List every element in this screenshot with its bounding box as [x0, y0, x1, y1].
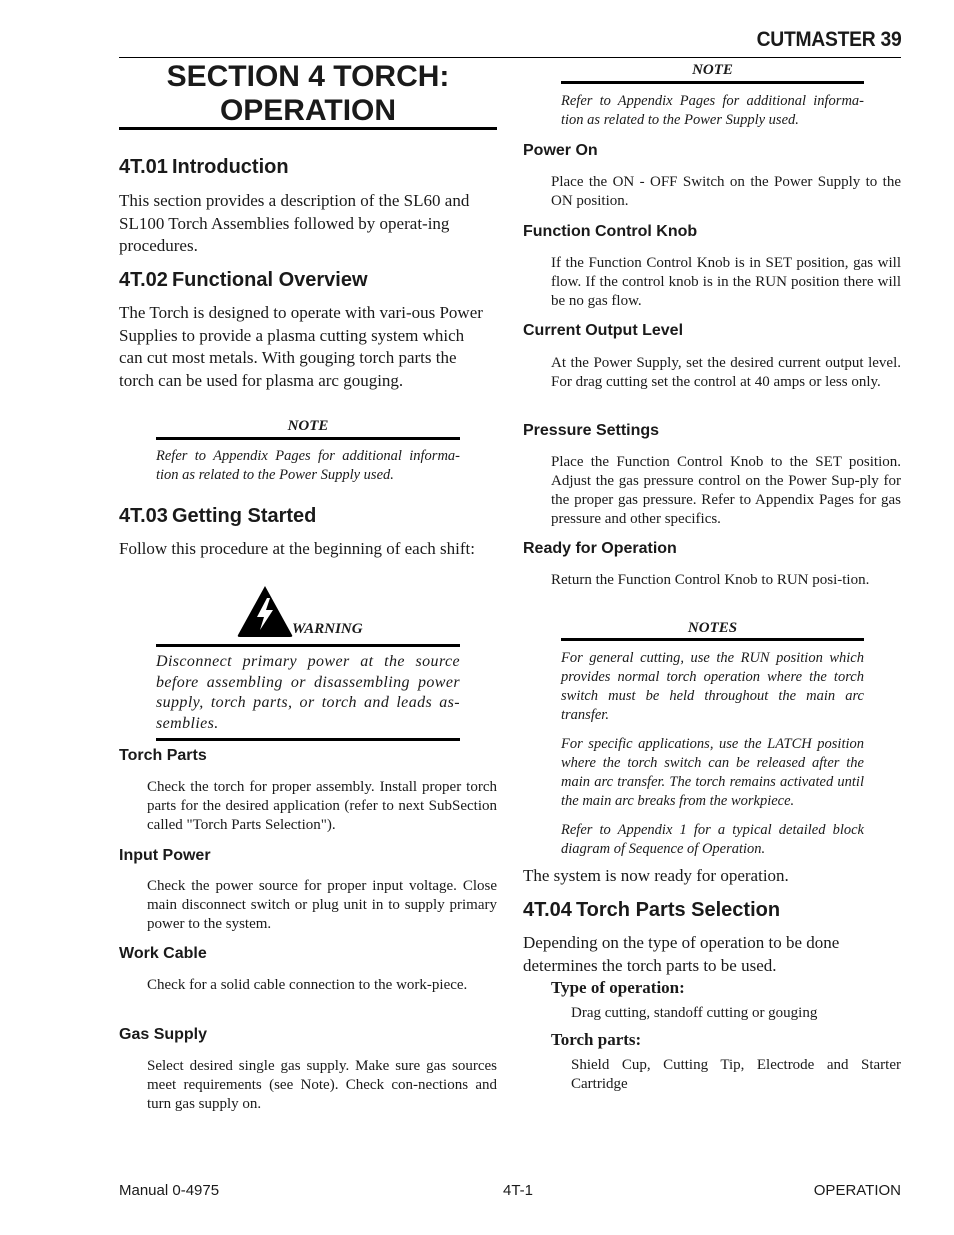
heading-function-control-knob: Function Control Knob — [523, 223, 698, 240]
notes-rule — [561, 638, 864, 641]
footer-section-name: OPERATION — [813, 1182, 901, 1199]
work-cable-text: Check for a solid cable connection to the work-piece. — [147, 977, 468, 993]
heading-current-output-level: Current Output Level — [523, 322, 684, 339]
ready-for-operation-text: Return the Function Control Knob to RUN posi-tion. — [551, 572, 870, 588]
heading-torch-parts-selection — [523, 898, 780, 922]
note-rule — [156, 437, 460, 440]
notes-paragraph-2: For specific applications, use the LATCH position where the torch switch can be released after the main arc transfer. The torch remains activated until the main arc breaks from the workpiece. — [561, 736, 864, 809]
heading-number: 4T.04 — [523, 899, 572, 921]
product-name: CUTMASTER 39 — [756, 28, 901, 51]
torch-parts-text: Check the torch for proper assembly. Install proper torch parts for the desired application (refer to next SubSection called "Torch Parts Selection"). — [147, 779, 497, 833]
getting-started-text: Follow this procedure at the beginning of each shift: — [119, 539, 475, 558]
notes-title: NOTES — [687, 620, 738, 636]
introduction-text: This section provides a description of the SL60 and SL100 Torch Assemblies followed by operat-ing procedures. — [119, 191, 470, 255]
pressure-settings-text: Place the Function Control Knob to the SET position. Adjust the gas pressure control on the Power Sup-ply for the proper gas pressure. Refer to Appendix Pages for gas pressure and other specifics. — [551, 454, 901, 527]
note-text: Refer to Appendix Pages for additional informa-tion as related to the Power Supply used. — [156, 448, 460, 483]
heading-power-on: Power On — [523, 142, 598, 159]
note-text: Refer to Appendix Pages for additional informa-tion as related to the Power Supply used. — [561, 93, 864, 128]
header-rule — [119, 57, 901, 58]
heading-gas-supply: Gas Supply — [119, 1026, 208, 1043]
note-title: NOTE — [287, 418, 329, 434]
heading-text: Getting Started — [171, 505, 317, 527]
footer-manual-number: Manual 0-4975 — [119, 1182, 220, 1199]
heading-pressure-settings: Pressure Settings — [523, 422, 660, 439]
function-control-knob-text: If the Function Control Knob is in SET position, gas will flow. If the control knob is in the RUN position there will be no gas flow. — [551, 255, 901, 309]
current-output-level-text: At the Power Supply, set the desired current output level. For drag cutting set the control at 40 amps or less only. — [551, 355, 901, 390]
power-on-text: Place the ON - OFF Switch on the Power Supply to the ON position. — [551, 174, 901, 209]
torch-parts-selection-text: Depending on the type of operation to be done determines the torch parts to be used. — [523, 933, 840, 975]
section-title: SECTION 4 TORCH: OPERATION — [166, 60, 450, 127]
warning-top-rule — [156, 644, 460, 647]
heading-number: 4T.03 — [119, 505, 168, 527]
heading-text: Torch Parts Selection — [575, 899, 781, 921]
heading-number: 4T.02 — [119, 269, 168, 291]
warning-bottom-rule — [156, 738, 460, 741]
torch-parts-value: Shield Cup, Cutting Tip, Electrode and Starter Cartridge — [571, 1057, 901, 1092]
heading-text: Introduction — [171, 156, 289, 178]
heading-number: 4T.01 — [119, 156, 168, 178]
note-title: NOTE — [692, 62, 733, 78]
notes-paragraph-1: For general cutting, use the RUN position which provides normal torch operation where the torch switch must be held throughout the main arc transfer. — [561, 650, 864, 723]
warning-text: Disconnect primary power at the source before assembling or disassembling power supply, torch parts, or torch and leads as-semblies. — [156, 653, 460, 732]
footer-page-number: 4T-1 — [503, 1182, 534, 1199]
high-voltage-warning-icon — [236, 584, 294, 638]
functional-overview-text: The Torch is designed to operate with vari-ous Power Supplies to provide a plasma cutting system which can cut most metals. With gouging torch parts the torch can be used for plasma arc gouging. — [119, 303, 483, 390]
section-title-rule — [119, 127, 497, 130]
heading-functional-overview — [119, 268, 368, 292]
gas-supply-text: Select desired single gas supply. Make sure gas sources meet requirements (see Note). Check con-nections and turn gas supply on. — [147, 1058, 497, 1112]
heading-text: Functional Overview — [171, 269, 368, 291]
type-of-operation-value: Drag cutting, standoff cutting or gouging — [571, 1005, 818, 1021]
input-power-text: Check the power source for proper input voltage. Close main disconnect switch or plug unit in to supply primary power to the system. — [147, 878, 497, 932]
notes-paragraph-3: Refer to Appendix 1 for a typical detailed block diagram of Sequence of Operation. — [561, 822, 864, 857]
heading-ready-for-operation: Ready for Operation — [523, 540, 677, 557]
warning-title: WARNING — [292, 621, 363, 637]
heading-torch-parts: Torch Parts — [119, 747, 207, 764]
heading-work-cable: Work Cable — [119, 945, 207, 962]
torch-parts-label: Torch parts: — [551, 1030, 642, 1049]
type-of-operation-label: Type of operation: — [551, 978, 685, 997]
note-rule — [561, 81, 864, 84]
heading-introduction — [119, 155, 289, 179]
ready-statement: The system is now ready for operation. — [523, 866, 789, 885]
heading-input-power: Input Power — [119, 847, 211, 864]
heading-getting-started — [119, 504, 316, 528]
